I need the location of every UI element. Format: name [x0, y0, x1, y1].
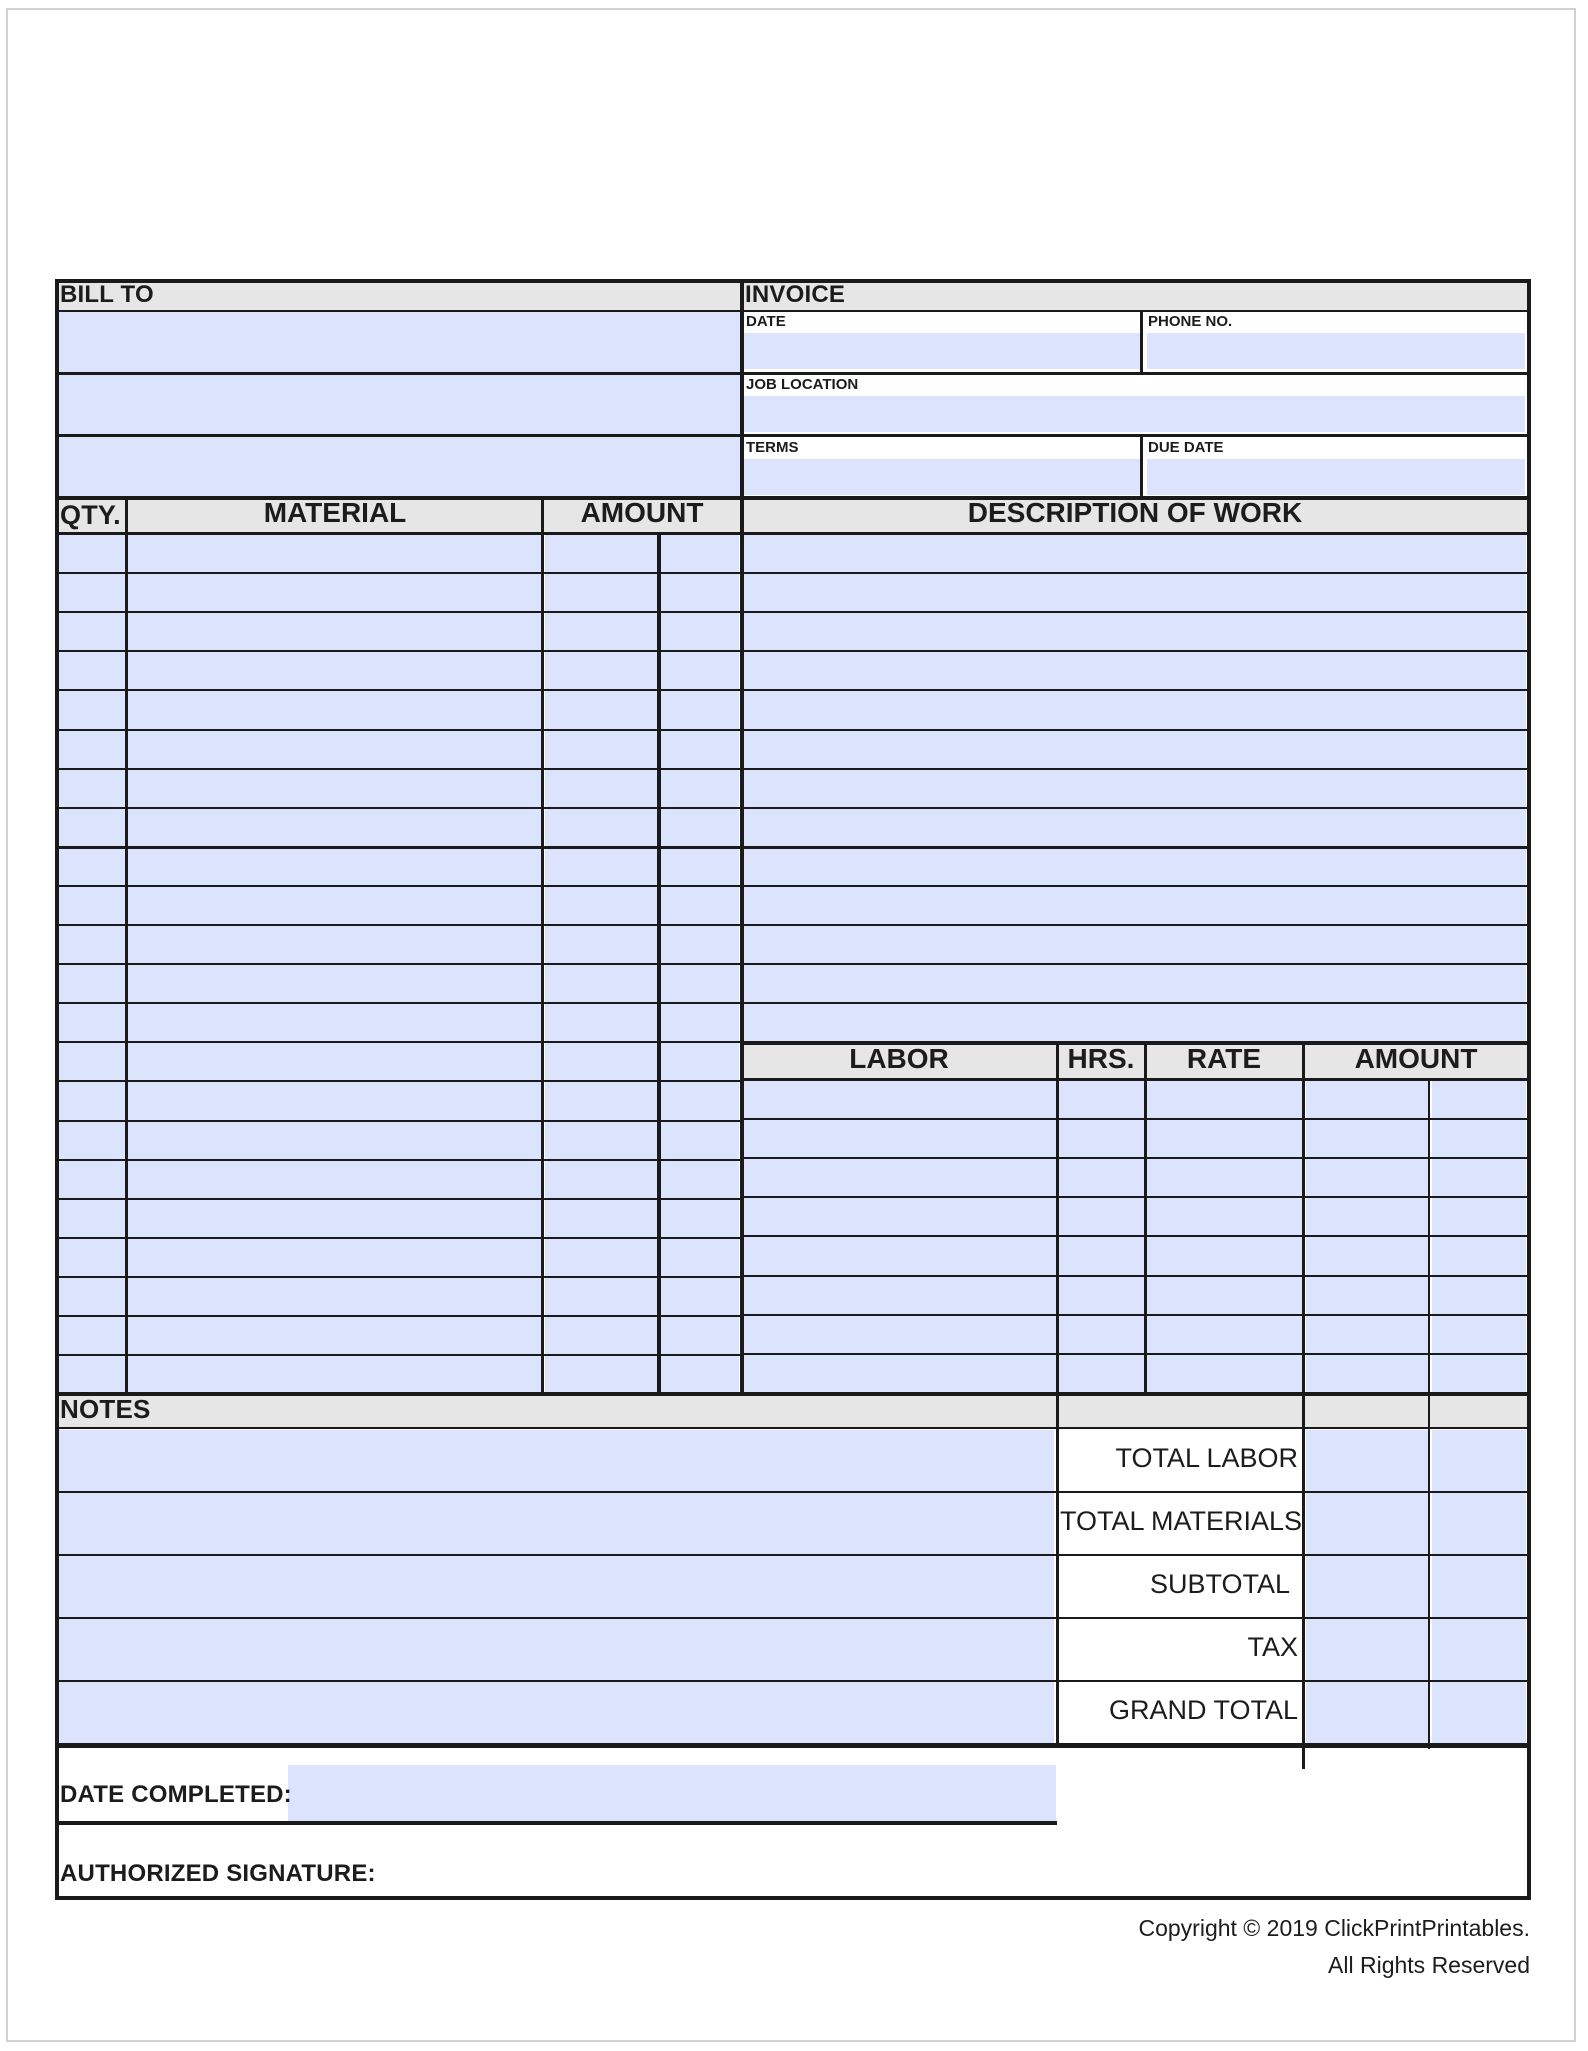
material-qty-cell[interactable]	[57, 1278, 125, 1315]
date-completed-underline	[55, 1821, 1057, 1825]
notes-line[interactable]	[57, 1682, 1054, 1743]
outer-bottom-rule	[55, 1896, 1531, 1900]
labor-header: LABOR	[849, 1043, 949, 1074]
material-name-cell[interactable]	[127, 1278, 541, 1315]
material-name-cell[interactable]	[127, 731, 541, 768]
material-amount-cents-cell[interactable]	[661, 1278, 739, 1315]
material-qty-cell[interactable]	[57, 926, 125, 963]
labor-amount-dollars-cell[interactable]	[1306, 1198, 1428, 1235]
labor-hrs-cell[interactable]	[1058, 1081, 1144, 1118]
material-amount-cents-cell[interactable]	[661, 574, 739, 611]
material-amount-cents-cell[interactable]	[661, 1317, 739, 1354]
material-name-cell[interactable]	[127, 535, 541, 572]
date-completed-field[interactable]	[288, 1765, 1056, 1821]
total-value-cents-cell[interactable]	[1432, 1619, 1526, 1680]
description-row[interactable]	[744, 652, 1526, 689]
total-value-cents-cell[interactable]	[1432, 1493, 1526, 1554]
material-amount-cents-cell[interactable]	[661, 691, 739, 729]
rule-line	[1140, 434, 1143, 496]
material-amount-cents-cell[interactable]	[661, 1122, 739, 1159]
rule-line	[1140, 310, 1143, 372]
labor-hrs-cell[interactable]	[1058, 1355, 1144, 1392]
labor-amount-dollars-cell[interactable]	[1306, 1159, 1428, 1196]
material-amount-dollars-cell[interactable]	[545, 652, 657, 689]
material-amount-cents-cell[interactable]	[661, 1043, 739, 1080]
material-amount-dollars-cell[interactable]	[545, 1278, 657, 1315]
material-amount-dollars-cell[interactable]	[545, 848, 657, 885]
material-qty-cell[interactable]	[57, 1317, 125, 1354]
notes-line[interactable]	[57, 1556, 1054, 1617]
grand-total-label: GRAND TOTAL	[1108, 1695, 1298, 1725]
material-qty-cell[interactable]	[57, 574, 125, 611]
labor-amount-dollars-cell[interactable]	[1306, 1237, 1428, 1275]
rule-line	[541, 496, 544, 1394]
material-name-cell[interactable]	[127, 1004, 541, 1041]
material-amount-cents-cell[interactable]	[661, 887, 739, 924]
rate-header: RATE	[1186, 1043, 1262, 1074]
material-name-cell[interactable]	[127, 1356, 541, 1393]
labor-description-cell[interactable]	[744, 1081, 1056, 1118]
material-amount-dollars-cell[interactable]	[545, 887, 657, 924]
material-amount-cents-cell[interactable]	[661, 848, 739, 885]
rule-line	[657, 532, 661, 1394]
labor-amount-header: AMOUNT	[1354, 1043, 1478, 1074]
rule-line	[55, 1744, 1529, 1748]
material-amount-cents-cell[interactable]	[661, 1239, 739, 1276]
labor-rate-cell[interactable]	[1147, 1316, 1302, 1353]
material-name-cell[interactable]	[127, 770, 541, 807]
due-date-label: DUE DATE	[1148, 439, 1224, 456]
invoice-label: INVOICE	[745, 281, 846, 308]
labor-rate-cell[interactable]	[1147, 1277, 1302, 1314]
labor-rate-cell[interactable]	[1147, 1198, 1302, 1235]
notes-line[interactable]	[57, 1493, 1054, 1554]
material-amount-dollars-cell[interactable]	[545, 1317, 657, 1354]
material-qty-cell[interactable]	[57, 1122, 125, 1159]
rule-line	[55, 1427, 1529, 1429]
description-row[interactable]	[744, 887, 1526, 924]
subtotal-label: SUBTOTAL	[1149, 1569, 1290, 1599]
labor-rate-cell[interactable]	[1147, 1159, 1302, 1196]
labor-description-cell[interactable]	[744, 1355, 1056, 1392]
material-name-cell[interactable]	[127, 613, 541, 650]
labor-amount-cents-cell[interactable]	[1432, 1237, 1526, 1275]
totals-header-bar	[1058, 1395, 1529, 1427]
material-name-cell[interactable]	[127, 848, 541, 885]
description-row[interactable]	[744, 926, 1526, 963]
material-amount-dollars-cell[interactable]	[545, 1161, 657, 1198]
material-name-cell[interactable]	[127, 1200, 541, 1237]
rule-line	[740, 1078, 1529, 1081]
labor-amount-dollars-cell[interactable]	[1306, 1355, 1428, 1392]
material-qty-cell[interactable]	[57, 965, 125, 1002]
labor-amount-cents-cell[interactable]	[1432, 1355, 1526, 1392]
description-row[interactable]	[744, 731, 1526, 768]
labor-description-cell[interactable]	[744, 1198, 1056, 1235]
material-amount-dollars-cell[interactable]	[545, 574, 657, 611]
material-name-cell[interactable]	[127, 887, 541, 924]
material-name-cell[interactable]	[127, 1161, 541, 1198]
total-value-dollars-cell[interactable]	[1306, 1430, 1428, 1491]
material-qty-cell[interactable]	[57, 887, 125, 924]
labor-amount-cents-cell[interactable]	[1432, 1198, 1526, 1235]
material-header: MATERIAL	[263, 497, 407, 528]
rule-line	[125, 496, 128, 1394]
due-date-field[interactable]	[1147, 459, 1525, 495]
material-amount-cents-cell[interactable]	[661, 809, 739, 846]
description-row[interactable]	[744, 770, 1526, 807]
material-amount-dollars-cell[interactable]	[545, 691, 657, 729]
bill-to-label: BILL TO	[60, 281, 154, 308]
labor-amount-cents-cell[interactable]	[1432, 1159, 1526, 1196]
rule-line	[740, 846, 1529, 849]
material-qty-cell[interactable]	[57, 613, 125, 650]
rule-line	[55, 1392, 1529, 1396]
copyright-line-2: All Rights Reserved	[1328, 1952, 1530, 1978]
copyright-line-1: Copyright © 2019 ClickPrintPrintables.	[1138, 1915, 1530, 1941]
material-amount-cents-cell[interactable]	[661, 652, 739, 689]
rule-line	[1144, 1042, 1147, 1394]
labor-description-cell[interactable]	[744, 1159, 1056, 1196]
material-qty-cell[interactable]	[57, 1356, 125, 1393]
material-amount-dollars-cell[interactable]	[545, 1122, 657, 1159]
notes-line[interactable]	[57, 1430, 1054, 1491]
rule-line	[55, 532, 1529, 535]
job-location-label: JOB LOCATION	[746, 376, 859, 393]
material-amount-dollars-cell[interactable]	[545, 1239, 657, 1276]
notes-header-bar	[55, 1395, 1056, 1427]
authorized-signature-label: AUTHORIZED SIGNATURE:	[60, 1860, 376, 1887]
labor-hrs-cell[interactable]	[1058, 1277, 1144, 1314]
labor-amount-dollars-cell[interactable]	[1306, 1277, 1428, 1314]
material-name-cell[interactable]	[127, 574, 541, 611]
material-qty-cell[interactable]	[57, 848, 125, 885]
material-amount-dollars-cell[interactable]	[545, 1200, 657, 1237]
material-qty-cell[interactable]	[57, 1239, 125, 1276]
material-name-cell[interactable]	[127, 809, 541, 846]
material-name-cell[interactable]	[127, 965, 541, 1002]
rule-line	[1056, 1042, 1059, 1394]
material-amount-cents-cell[interactable]	[661, 965, 739, 1002]
terms-label: TERMS	[746, 439, 799, 456]
material-amount-dollars-cell[interactable]	[545, 965, 657, 1002]
material-qty-cell[interactable]	[57, 731, 125, 768]
material-amount-dollars-cell[interactable]	[545, 613, 657, 650]
outer-left-rule	[55, 279, 59, 1900]
labor-amount-cents-cell[interactable]	[1432, 1120, 1526, 1157]
labor-amount-dollars-cell[interactable]	[1306, 1120, 1428, 1157]
material-amount-cents-cell[interactable]	[661, 926, 739, 963]
bill-to-line-1[interactable]	[55, 312, 740, 372]
material-amount-dollars-cell[interactable]	[545, 1004, 657, 1041]
date-completed-label: DATE COMPLETED:	[60, 1781, 292, 1808]
material-qty-cell[interactable]	[57, 652, 125, 689]
material-qty-cell[interactable]	[57, 535, 125, 572]
material-amount-dollars-cell[interactable]	[545, 926, 657, 963]
rule-line	[1302, 1042, 1305, 1769]
labor-hrs-cell[interactable]	[1058, 1120, 1144, 1157]
labor-description-cell[interactable]	[744, 1277, 1056, 1314]
labor-description-cell[interactable]	[744, 1237, 1056, 1275]
invoice-header-bar	[740, 282, 1529, 310]
material-amount-cents-cell[interactable]	[661, 1356, 739, 1393]
notes-label: NOTES	[60, 1394, 151, 1424]
total-value-dollars-cell[interactable]	[1306, 1556, 1428, 1617]
total-labor-label: TOTAL LABOR	[1115, 1443, 1298, 1473]
material-amount-dollars-cell[interactable]	[545, 535, 657, 572]
labor-amount-cents-cell[interactable]	[1432, 1316, 1526, 1353]
total-value-dollars-cell[interactable]	[1306, 1493, 1428, 1554]
date-field[interactable]	[744, 333, 1140, 369]
material-qty-cell[interactable]	[57, 1082, 125, 1120]
material-qty-cell[interactable]	[57, 1200, 125, 1237]
material-name-cell[interactable]	[127, 1239, 541, 1276]
labor-rate-cell[interactable]	[1147, 1355, 1302, 1392]
center-divider-rule	[740, 279, 744, 1394]
bill-to-line-3[interactable]	[55, 437, 740, 497]
rule-line	[55, 846, 740, 849]
material-amount-cents-cell[interactable]	[661, 535, 739, 572]
rule-line	[55, 372, 1529, 375]
material-name-cell[interactable]	[127, 1043, 541, 1080]
material-qty-cell[interactable]	[57, 1004, 125, 1041]
material-amount-dollars-cell[interactable]	[545, 1082, 657, 1120]
material-amount-cents-cell[interactable]	[661, 613, 739, 650]
material-qty-cell[interactable]	[57, 1043, 125, 1080]
material-name-cell[interactable]	[127, 1317, 541, 1354]
labor-amount-cents-cell[interactable]	[1432, 1081, 1526, 1118]
rule-line	[1056, 1392, 1059, 1748]
material-qty-cell[interactable]	[57, 1161, 125, 1198]
total-value-cents-cell[interactable]	[1432, 1682, 1526, 1743]
description-row[interactable]	[744, 848, 1526, 885]
material-amount-dollars-cell[interactable]	[545, 1356, 657, 1393]
labor-rate-cell[interactable]	[1147, 1081, 1302, 1118]
material-name-cell[interactable]	[127, 652, 541, 689]
bill-to-header-bar	[55, 282, 740, 310]
material-amount-cents-cell[interactable]	[661, 1004, 739, 1041]
description-row[interactable]	[744, 613, 1526, 650]
labor-hrs-cell[interactable]	[1058, 1237, 1144, 1275]
hrs-header: HRS.	[1067, 1043, 1135, 1074]
material-amount-cents-cell[interactable]	[661, 1200, 739, 1237]
labor-rate-cell[interactable]	[1147, 1237, 1302, 1275]
labor-rate-cell[interactable]	[1147, 1120, 1302, 1157]
description-row[interactable]	[744, 574, 1526, 611]
labor-amount-dollars-cell[interactable]	[1306, 1316, 1428, 1353]
material-amount-dollars-cell[interactable]	[545, 1043, 657, 1080]
description-row[interactable]	[744, 535, 1526, 572]
description-row[interactable]	[744, 1004, 1526, 1041]
date-label: DATE	[746, 313, 786, 330]
description-row[interactable]	[744, 965, 1526, 1002]
total-value-dollars-cell[interactable]	[1306, 1619, 1428, 1680]
labor-hrs-cell[interactable]	[1058, 1198, 1144, 1235]
notes-line[interactable]	[57, 1619, 1054, 1680]
qty-header: QTY.	[60, 500, 121, 530]
total-value-dollars-cell[interactable]	[1306, 1682, 1428, 1743]
terms-field[interactable]	[744, 459, 1140, 495]
material-amount-dollars-cell[interactable]	[545, 731, 657, 768]
material-amount-cents-cell[interactable]	[661, 1161, 739, 1198]
material-amount-header: AMOUNT	[580, 497, 704, 528]
material-amount-dollars-cell[interactable]	[545, 809, 657, 846]
labor-description-cell[interactable]	[744, 1120, 1056, 1157]
total-materials-label: TOTAL MATERIALS	[1060, 1506, 1303, 1536]
bill-to-line-2[interactable]	[55, 374, 740, 435]
job-location-field[interactable]	[744, 396, 1525, 432]
labor-amount-cents-cell[interactable]	[1432, 1277, 1526, 1314]
total-value-cents-cell[interactable]	[1432, 1430, 1526, 1491]
material-name-cell[interactable]	[127, 691, 541, 729]
description-row[interactable]	[744, 691, 1526, 729]
material-name-cell[interactable]	[127, 1082, 541, 1120]
material-qty-cell[interactable]	[57, 770, 125, 807]
material-name-cell[interactable]	[127, 1122, 541, 1159]
description-row[interactable]	[744, 809, 1526, 846]
material-amount-cents-cell[interactable]	[661, 1082, 739, 1120]
material-qty-cell[interactable]	[57, 691, 125, 729]
rule-line	[55, 434, 1529, 437]
phone-no-field[interactable]	[1147, 333, 1525, 369]
total-value-cents-cell[interactable]	[1432, 1556, 1526, 1617]
material-amount-cents-cell[interactable]	[661, 770, 739, 807]
tax-label: TAX	[1247, 1632, 1298, 1662]
material-qty-cell[interactable]	[57, 809, 125, 846]
rule-line	[55, 310, 1529, 312]
phone-no-label: PHONE NO.	[1148, 313, 1233, 330]
labor-hrs-cell[interactable]	[1058, 1159, 1144, 1196]
material-name-cell[interactable]	[127, 926, 541, 963]
material-amount-dollars-cell[interactable]	[545, 770, 657, 807]
labor-amount-dollars-cell[interactable]	[1306, 1081, 1428, 1118]
labor-hrs-cell[interactable]	[1058, 1316, 1144, 1353]
description-header: DESCRIPTION OF WORK	[967, 497, 1303, 528]
rule-line	[1428, 1078, 1430, 1749]
material-amount-cents-cell[interactable]	[661, 731, 739, 768]
labor-description-cell[interactable]	[744, 1316, 1056, 1353]
